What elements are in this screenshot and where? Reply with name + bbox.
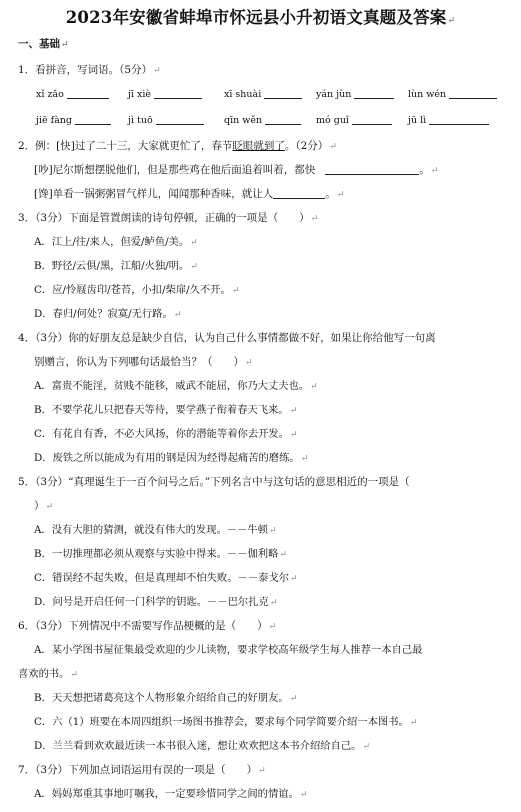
paragraph-mark: ↵ (70, 670, 79, 680)
paragraph-mark: ↵ (310, 382, 318, 392)
option-text: C．有花自有香，不必大风扬，你的潜能等着你去开发。 (34, 428, 290, 440)
q5-option-d[interactable] (34, 595, 277, 610)
q2-line1-end: 。 (419, 164, 430, 176)
q3-option-c[interactable] (34, 283, 239, 298)
question-4-stem-line-2 (34, 355, 253, 370)
question-4-stem-line-1 (18, 331, 436, 345)
pinyin-item: yán jùn (316, 89, 352, 100)
answer-blank[interactable] (429, 114, 489, 125)
option-text: A．富贵不能淫，贫贱不能移，威武不能屈，你乃大丈夫也。 (34, 380, 310, 392)
q2-line2-end: 。 (325, 188, 336, 200)
q5-option-b[interactable] (34, 547, 287, 562)
question-3-text: 3．（3分）下面是管置朗读的诗句停顿，正确的一项是（ ） (18, 212, 310, 224)
q2-line1-text: [吵]尼尔斯想摆脱他们，但是那些鸡在他后面追着叫着，都快 (34, 164, 316, 176)
paragraph-mark: ↵ (269, 598, 278, 608)
option-text: D．春归/何处？寂寞/无行路。 (34, 308, 173, 320)
pinyin-item: xī shuài (224, 89, 262, 100)
paragraph-mark: ↵ (447, 16, 456, 26)
q6-option-b[interactable] (34, 691, 297, 706)
q4-option-d[interactable] (34, 451, 308, 466)
q3-option-d[interactable] (34, 307, 181, 322)
paragraph-mark: ↵ (430, 166, 439, 176)
answer-blank[interactable] (264, 88, 302, 99)
answer-blank[interactable] (75, 114, 111, 125)
paragraph-mark: ↵ (173, 310, 182, 320)
answer-blank[interactable] (156, 114, 204, 125)
pinyin-item: xǐ zǎo (36, 89, 64, 100)
question-5-text: 5．（3分）“真理诞生于一百个问号之后。”下列名言中与这句话的意思相近的一项是（ (18, 476, 410, 488)
paragraph-mark: ↵ (153, 66, 161, 76)
question-3-stem (18, 211, 318, 226)
option-text: B．一切推理都必须从观察与实验中得来。－－伽利略 (34, 548, 279, 560)
paragraph-mark: ↵ (336, 190, 345, 200)
q6-option-d[interactable] (34, 739, 370, 754)
paragraph-mark: ↵ (279, 550, 287, 560)
paragraph-mark: ↵ (268, 526, 277, 536)
option-text: A．没有大胆的猜测，就没有伟大的发现。－－牛顿 (34, 524, 268, 536)
pinyin-item: qīn wěn (224, 115, 263, 126)
option-text: B．天天想把诸葛亮这个人物形象介绍给自己的好朋友。 (34, 692, 289, 704)
answer-blank[interactable] (325, 164, 419, 175)
answer-blank[interactable] (354, 88, 394, 99)
option-text: A．某小学图书屋征集最受欢迎的少儿读物，要求学校高年级学生每人推荐一本自己最 (34, 644, 423, 656)
paragraph-mark: ↵ (258, 766, 266, 776)
pinyin-item: jū lì (408, 115, 427, 126)
option-text: B．野径/云俱/黑，江船/火独/明。 (34, 260, 190, 272)
question-1-stem (18, 63, 161, 78)
question-5-text-cont: ） (34, 500, 45, 512)
q4-option-a[interactable] (34, 379, 318, 394)
question-7-text: 7．（3分）下列加点词语运用有误的一项是（ ） (18, 764, 258, 776)
q6-option-a-cont (18, 667, 78, 682)
option-text: C．错误经不起失败，但是真理却不怕失败。－－泰戈尔 (34, 572, 290, 584)
paragraph-mark: ↵ (409, 718, 418, 728)
paragraph-mark: ↵ (289, 406, 298, 416)
answer-blank[interactable] (273, 188, 325, 199)
question-2-text: 2．例：[快]过了二十三，大家就更忙了，春节 (18, 140, 233, 152)
q5-option-a[interactable] (34, 523, 277, 538)
paragraph-mark: ↵ (329, 142, 337, 152)
pinyin-item: jī xiè (128, 89, 152, 100)
question-4-text-cont: 别赠言，你认为下列哪句话最恰当？（ ） (34, 356, 244, 368)
option-text-cont: 喜欢的书。 (18, 668, 70, 680)
answer-blank[interactable] (449, 88, 497, 99)
answer-blank[interactable] (67, 88, 109, 99)
pinyin-item: mó guǐ (316, 115, 349, 126)
paragraph-mark: ↵ (245, 358, 253, 368)
option-text: B．不要学花儿只把春天等待，要学燕子衔着春天飞来。 (34, 404, 289, 416)
pinyin-row-1 (36, 88, 506, 102)
q5-option-c[interactable] (34, 571, 298, 586)
paragraph-mark: ↵ (362, 742, 371, 752)
paragraph-mark: ↵ (61, 40, 69, 50)
pinyin-item: lùn wén (408, 89, 447, 100)
q4-option-b[interactable] (34, 403, 297, 418)
option-text: D．问号是开启任何一门科学的钥匙。－－巴尔扎克 (34, 596, 269, 608)
q4-option-c[interactable] (34, 427, 298, 442)
question-1-text: 1．看拼音，写词语。（5分） (18, 64, 153, 76)
paragraph-mark: ↵ (310, 214, 319, 224)
q6-option-c[interactable] (34, 715, 417, 730)
paragraph-mark: ↵ (190, 262, 198, 272)
question-6-text: 6．（3分）下列情况中不需要写作品梗概的是（ ） (18, 620, 268, 632)
option-text: A．江上/往/来人，但爱/鲈鱼/美。 (34, 236, 190, 248)
q3-option-a[interactable] (34, 235, 198, 250)
example-underlined: 眨眼就到了 (232, 140, 285, 152)
pinyin-row-2 (36, 114, 506, 128)
option-text: C．六（1）班要在本周四组织一场图书推荐会，要求每个同学简要介绍一本图书。 (34, 716, 409, 728)
paragraph-mark: ↵ (268, 622, 277, 632)
section-heading (18, 37, 69, 52)
section-text: 一、基础 (18, 38, 60, 50)
paragraph-mark: ↵ (190, 238, 198, 248)
q7-option-a[interactable] (34, 787, 307, 802)
option-text: C．应/怜屐齿印/苍苔，小扣/柴扉/久不开。 (34, 284, 231, 296)
paragraph-mark: ↵ (289, 694, 298, 704)
answer-blank[interactable] (265, 114, 301, 125)
answer-blank[interactable] (154, 88, 202, 99)
answer-blank[interactable] (352, 114, 392, 125)
page-title (0, 4, 521, 28)
paragraph-mark: ↵ (299, 790, 308, 800)
option-text: D．兰兰看到欢欢最近读一本书很入迷，想让欢欢把这本书介绍给自己。 (34, 740, 362, 752)
pinyin-item: jì tuō (128, 115, 153, 126)
title-text: 2023年安徽省蚌埠市怀远县小升初语文真题及答案 (65, 8, 447, 27)
question-4-text: 4．（3分）你的好朋友总是缺少自信，认为自己什么事情都做不好，如果让你给他写一句离 (18, 332, 436, 344)
question-5-stem-line-2 (34, 499, 53, 514)
question-2-line-1 (34, 163, 438, 178)
question-2-points: 。（2分） (284, 140, 329, 152)
paragraph-mark: ↵ (290, 430, 298, 440)
q2-line2-text: [馋]单看一锅粥粥冒气样儿，闻闻那种香味，就让人 (34, 188, 274, 200)
question-7-stem (18, 763, 266, 778)
paragraph-mark: ↵ (290, 574, 298, 584)
paragraph-mark: ↵ (45, 502, 54, 512)
paragraph-mark: ↵ (300, 454, 309, 464)
q3-option-b[interactable] (34, 259, 198, 274)
question-2-line-2 (34, 187, 344, 202)
question-5-stem-line-1 (18, 475, 410, 489)
option-text: D．废铁之所以能成为有用的钢是因为经得起痛苦的磨练。 (34, 452, 300, 464)
question-2-stem (18, 139, 337, 154)
pinyin-item: jiē fàng (36, 115, 73, 126)
paragraph-mark: ↵ (231, 286, 240, 296)
question-6-stem (18, 619, 276, 634)
option-text: A．妈妈郑重其事地叮嘱我，一定要珍惜同学之间的情谊。 (34, 788, 299, 800)
q6-option-a[interactable] (34, 643, 422, 657)
